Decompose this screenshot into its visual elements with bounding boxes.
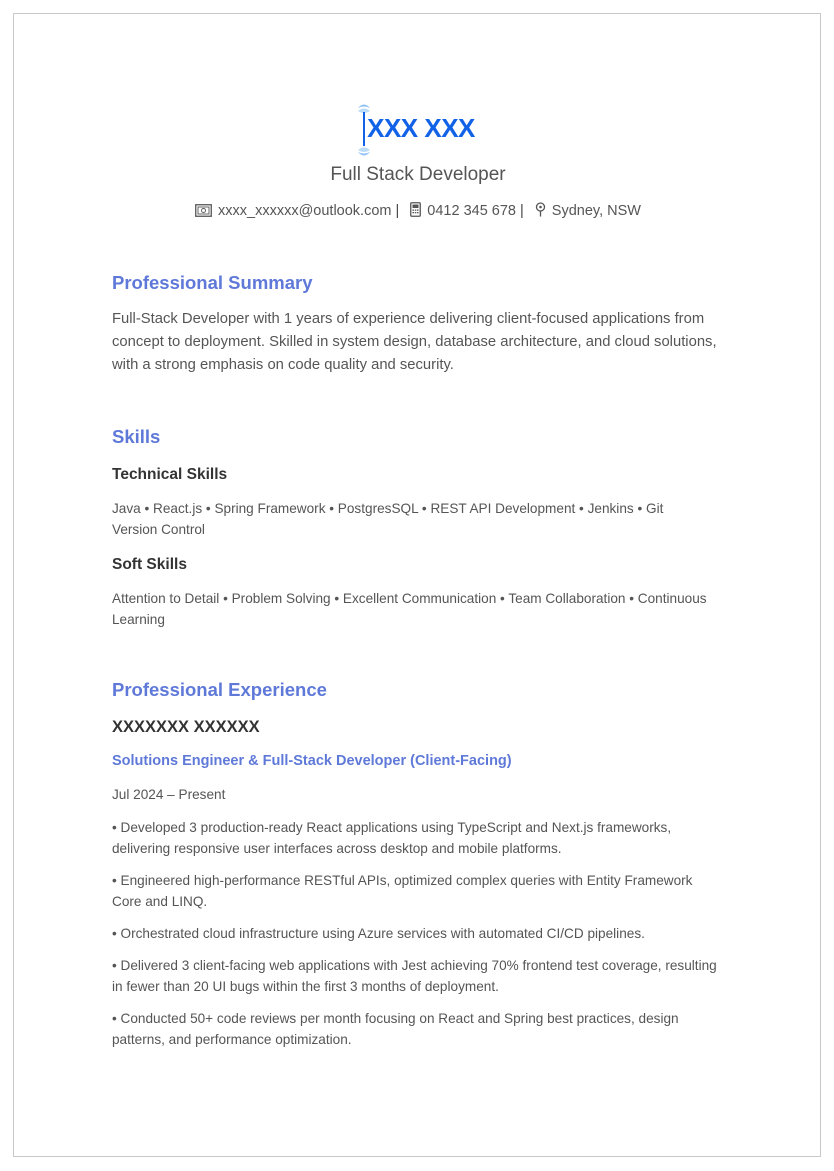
phone-number[interactable]: 0412 345 678	[427, 203, 516, 219]
experience-heading: Professional Experience	[112, 679, 327, 700]
experience-bullet: • Engineered high-performance RESTful APIs, optimized complex queries with Entity Framework Core and LINQ.	[112, 873, 693, 909]
experience-bullet: • Conducted 50+ code reviews per month focusing on React and Spring best practices, design patterns, and performance optimization.	[112, 1011, 679, 1047]
contact-separator: |	[519, 203, 524, 219]
candidate-name-text: XXX XXX	[367, 113, 475, 143]
technical-skills-list: Java • React.js • Spring Framework • PostgresSQL • REST API Development • Jenkins • Git Version Control	[112, 501, 664, 537]
envelope-icon	[195, 204, 212, 217]
contact-separator: |	[395, 203, 400, 219]
summary-text: Full-Stack Developer with 1 years of experience delivering client-focused applications from concept to deployment. Skilled in system design, database architecture, and cloud solutions, with a strong emphasis on code quality and security.	[112, 311, 717, 373]
technical-skills-heading: Technical Skills	[112, 466, 228, 483]
phone-icon	[410, 202, 421, 217]
location-text: Sydney, NSW	[551, 203, 641, 219]
resume-page	[13, 13, 821, 1157]
experience-bullet: • Developed 3 production-ready React applications using TypeScript and Next.js frameworks, delivering responsive user interfaces across desktop and mobile platforms.	[112, 820, 672, 856]
soft-skills-heading: Soft Skills	[112, 556, 187, 573]
job-role-title: Full Stack Developer	[330, 164, 506, 185]
candidate-name	[361, 100, 475, 156]
summary-heading: Professional Summary	[112, 272, 313, 293]
company-name: XXXXXXX XXXXXX	[112, 718, 260, 736]
skills-heading: Skills	[112, 426, 161, 447]
job-dates: Jul 2024 – Present	[112, 787, 226, 802]
job-title: Solutions Engineer & Full-Stack Developer (Client-Facing)	[112, 753, 512, 769]
text-cursor-icon	[357, 102, 371, 158]
experience-bullet: • Orchestrated cloud infrastructure using Azure services with automated CI/CD pipelines.	[112, 926, 645, 941]
soft-skills-list: Attention to Detail • Problem Solving • Excellent Communication • Team Collaboration • Continuous Learning	[112, 591, 707, 627]
email-link[interactable]: xxxx_xxxxxx@outlook.com	[218, 203, 392, 219]
name-block	[14, 100, 822, 156]
contact-line	[14, 202, 822, 219]
map-pin-icon	[535, 202, 546, 217]
experience-bullet: • Delivered 3 client-facing web applications with Jest achieving 70% frontend test coverage, resulting in fewer than 20 UI bugs within the first 3 months of deployment.	[112, 958, 717, 994]
